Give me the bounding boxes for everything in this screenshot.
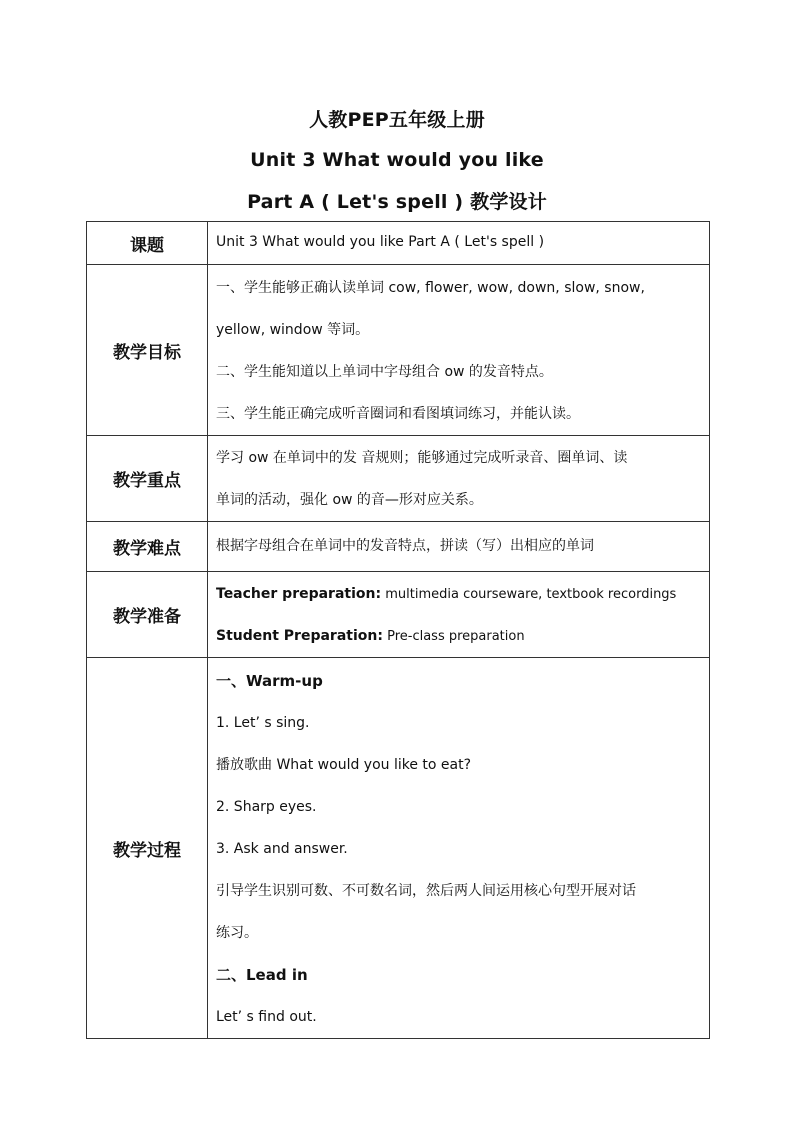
topic-content: Unit 3 What would you like Part A ( Let's spell ) xyxy=(216,234,545,250)
difficulties-cell xyxy=(208,522,710,572)
process-heading-lead-in: 二、Lead in xyxy=(216,966,308,984)
objective-line-2: yellow, window 等词。 xyxy=(216,322,370,338)
process-item-ask-answer: 3. Ask and answer. xyxy=(216,841,348,857)
difficulties-label: 教学难点 xyxy=(87,522,208,572)
table-row-objectives xyxy=(87,265,710,436)
lesson-plan-table xyxy=(86,221,710,1039)
key-points-label: 教学重点 xyxy=(87,436,208,522)
objectives-label: 教学目标 xyxy=(87,265,208,436)
process-item-find-out: Let’ s find out. xyxy=(216,1009,317,1025)
key-point-line-1: 学习 ow 在单词中的发 音规则；能够通过完成听录音、圈单词、读 xyxy=(216,450,628,466)
student-preparation-text: Pre-class preparation xyxy=(382,629,525,644)
objective-line-3: 二、学生能知道以上单词中字母组合 ow 的发音特点。 xyxy=(216,364,553,380)
process-item-sing: 1. Let’ s sing. xyxy=(216,715,310,731)
table-row-preparation xyxy=(87,572,710,658)
process-cell xyxy=(208,658,710,1039)
doc-title-line1: 人教PEP五年级上册 xyxy=(309,109,485,131)
process-item-sharp-eyes: 2. Sharp eyes. xyxy=(216,799,317,815)
process-item-ask-answer-note-1: 引导学生识别可数、不可数名词，然后两人间运用核心句型开展对话 xyxy=(216,883,636,899)
table-row-topic xyxy=(87,222,710,265)
process-item-ask-answer-note-2: 练习。 xyxy=(216,925,258,941)
student-preparation-line xyxy=(216,615,703,657)
process-heading-warm-up: 一、Warm-up xyxy=(216,672,323,690)
difficulties-content: 根据字母组合在单词中的发音特点，拼读（写）出相应的单词 xyxy=(216,538,594,554)
objective-line-4: 三、学生能正确完成听音圈词和看图填词练习，并能认读。 xyxy=(216,406,580,422)
table-row-key-points xyxy=(87,436,710,522)
teacher-preparation-line xyxy=(216,573,703,615)
table-row-process xyxy=(87,658,710,1039)
doc-title-line3: Part A ( Let's spell ) 教学设计 xyxy=(247,191,547,213)
teacher-preparation-label: Teacher preparation: xyxy=(216,586,382,602)
objectives-cell xyxy=(208,265,710,436)
student-preparation-label: Student Preparation: xyxy=(216,628,383,644)
objective-line-1: 一、学生能够正确认读单词 cow, flower, wow, down, slow, snow, xyxy=(216,280,645,296)
key-points-cell xyxy=(208,436,710,522)
key-point-line-2: 单词的活动，强化 ow 的音—形对应关系。 xyxy=(216,492,483,508)
preparation-label: 教学准备 xyxy=(87,572,208,658)
preparation-cell xyxy=(208,572,710,658)
topic-label: 课题 xyxy=(87,222,208,265)
process-item-sing-note: 播放歌曲 What would you like to eat? xyxy=(216,757,472,773)
doc-title-line2: Unit 3 What would you like xyxy=(250,149,544,171)
topic-cell xyxy=(208,222,710,265)
process-label: 教学过程 xyxy=(87,658,208,1039)
table-row-difficulties xyxy=(87,522,710,572)
teacher-preparation-text: multimedia courseware, textbook recordings xyxy=(381,587,677,602)
